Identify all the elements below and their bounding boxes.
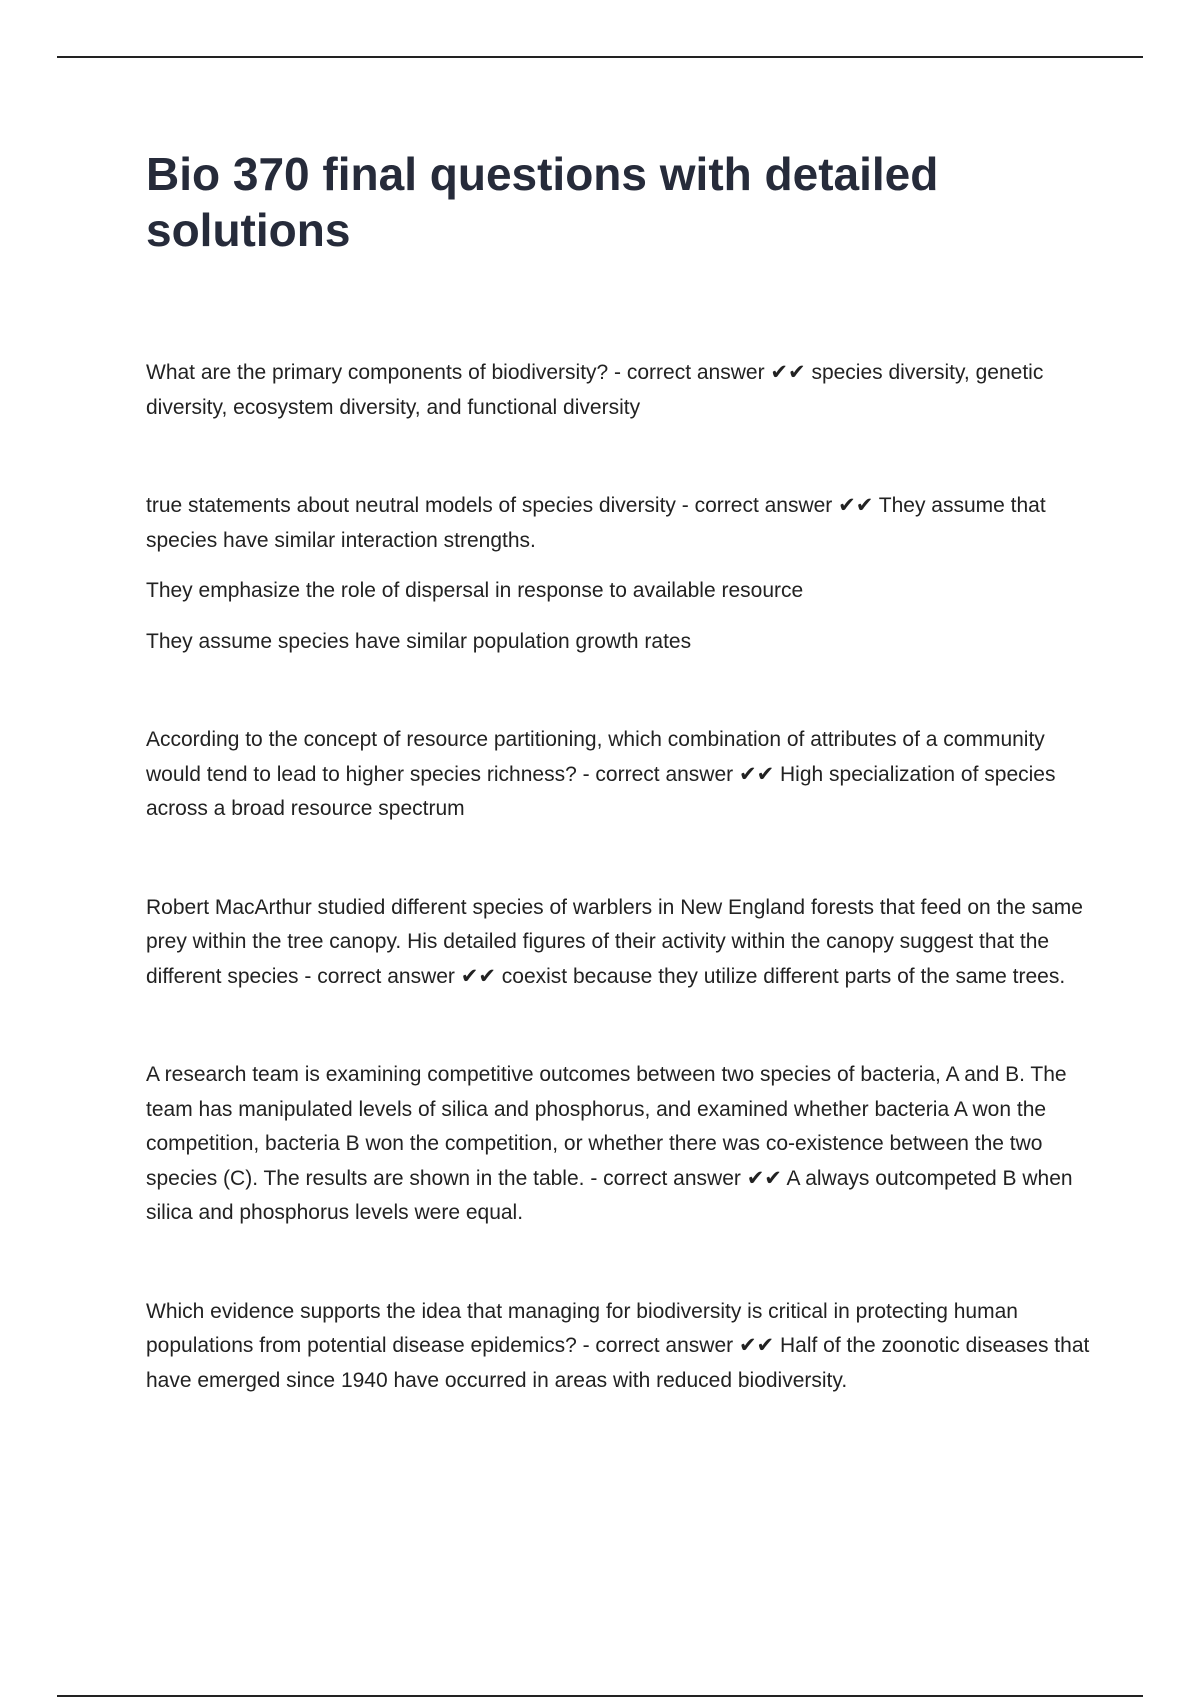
qa-text: A research team is examining competitive outcomes between two species of bacteria, A and B. The team has manipulated levels of silica and phosphorus, and examined whether bacteria A won the competition, bacteria B won the competition, or whether there was co-existence between the two species (C). The results are shown in the table. - correct answer ✔✔ A always outcompeted B when silica and phosphorus levels were equal. xyxy=(146,1063,1073,1224)
qa-item-2 xyxy=(146,489,1096,659)
document-title: Bio 370 final questions with detailed solutions xyxy=(146,148,939,256)
qa-text: What are the primary components of biodiversity? - correct answer ✔✔ species diversity, genetic diversity, ecosystem diversity, and functional diversity xyxy=(146,361,1044,419)
qa-text: They assume species have similar population growth rates xyxy=(146,629,692,653)
qa-text: According to the concept of resource partitioning, which combination of attributes of a community would tend to lead to higher species richness? - correct answer ✔✔ High specialization of species across a broad resource spectrum xyxy=(146,728,1056,820)
qa-item-1 xyxy=(146,356,1096,425)
qa-item-6 xyxy=(146,1295,1096,1399)
qa-list xyxy=(146,356,1096,1398)
document-body xyxy=(146,146,1096,1462)
qa-text: Which evidence supports the idea that managing for biodiversity is critical in protecting human populations from potential disease epidemics? - correct answer ✔✔ Half of the zoonotic diseases that have emerged since 1940 have occurred in areas with reduced biodiversity. xyxy=(146,1299,1090,1392)
bottom-rule xyxy=(57,1695,1143,1697)
qa-item-4 xyxy=(146,891,1096,995)
top-rule xyxy=(57,56,1143,58)
qa-item-5 xyxy=(146,1058,1096,1231)
qa-text: true statements about neutral models of species diversity - correct answer ✔✔ They assume that species have similar interaction strengths. xyxy=(146,494,1046,552)
qa-text: Robert MacArthur studied different species of warblers in New England forests that feed on the same prey within the tree canopy. His detailed figures of their activity within the canopy suggest that the different species - correct answer ✔✔ coexist because they utilize different parts of the same trees. xyxy=(146,895,1083,988)
qa-text: They emphasize the role of dispersal in response to available resource xyxy=(146,579,804,602)
qa-item-3 xyxy=(146,723,1096,827)
